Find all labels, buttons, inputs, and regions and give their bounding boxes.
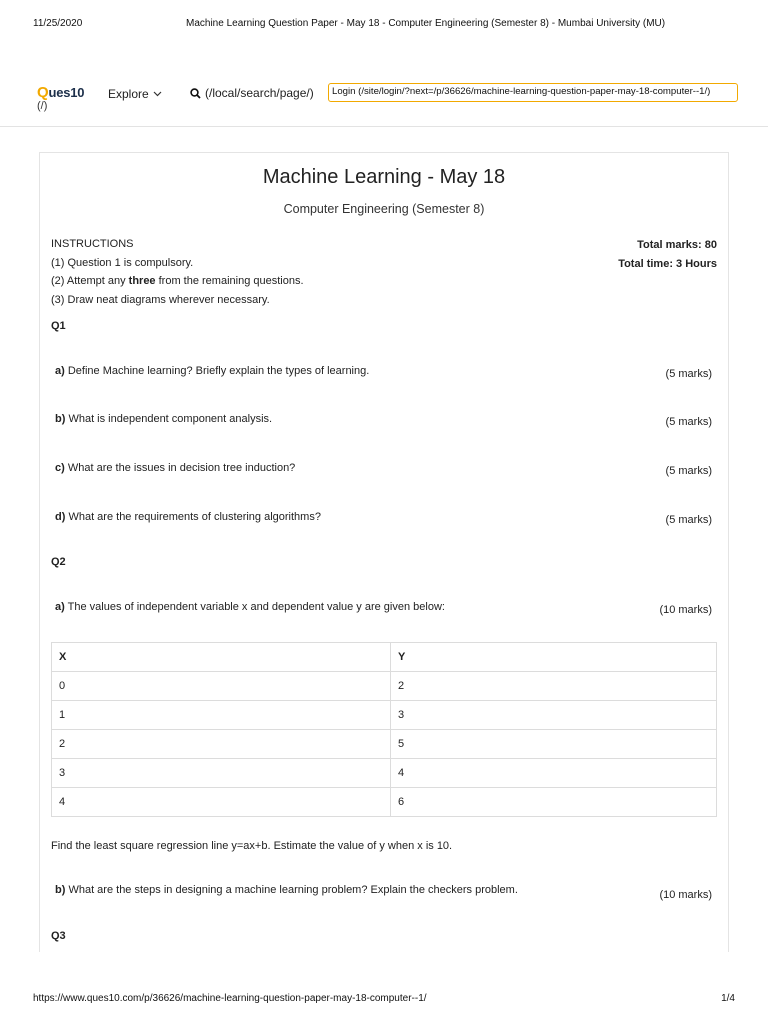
logo-link-text[interactable]: (/) [37, 100, 48, 112]
question-1b: b) What is independent component analysis. [55, 413, 273, 425]
paper-title: Machine Learning - May 18 [262, 166, 506, 188]
table-header-cell: X [52, 643, 391, 672]
table-cell: 2 [52, 730, 391, 759]
marks-1b: (5 marks) [665, 416, 712, 428]
table-row [52, 672, 717, 701]
marks-2b: (10 marks) [659, 889, 712, 901]
question-label-q3: Q3 [51, 930, 66, 942]
table-row [52, 788, 717, 817]
login-button[interactable]: Login (/site/login/?next=/p/36626/machine-learning-question-paper-may-18-computer--1/) [328, 83, 738, 102]
table-cell: 5 [391, 730, 717, 759]
instructions-heading: INSTRUCTIONS [51, 238, 134, 250]
marks-1d: (5 marks) [665, 514, 712, 526]
table-cell: 4 [52, 788, 391, 817]
marks-1c: (5 marks) [665, 465, 712, 477]
table-cell: 3 [52, 759, 391, 788]
search-link[interactable] [190, 86, 314, 100]
marks-2a: (10 marks) [659, 604, 712, 616]
table-cell: 3 [391, 701, 717, 730]
print-url: https://www.ques10.com/p/36626/machine-learning-question-paper-may-18-computer--1/ [33, 993, 427, 1004]
print-title: Machine Learning Question Paper - May 18 - Computer Engineering (Semester 8) - Mumbai University (MU) [186, 18, 666, 29]
table-cell: 1 [52, 701, 391, 730]
explore-menu[interactable] [108, 87, 162, 101]
total-time: Total time: 3 Hours [618, 258, 717, 270]
question-2b: b) What are the steps in designing a machine learning problem? Explain the checkers problem. [55, 884, 518, 896]
instruction-3: (3) Draw neat diagrams wherever necessary. [51, 294, 270, 306]
table-cell: 0 [52, 672, 391, 701]
instruction-2: (2) Attempt any three from the remaining questions. [51, 275, 304, 287]
instruction-1: (1) Question 1 is compulsory. [51, 257, 194, 269]
data-table [51, 642, 717, 817]
question-1d: d) What are the requirements of clustering algorithms? [55, 511, 321, 523]
marks-1a: (5 marks) [665, 368, 712, 380]
print-date: 11/25/2020 [33, 18, 83, 29]
question-label-q1: Q1 [51, 320, 66, 332]
site-logo[interactable]: Ques10 [37, 84, 85, 101]
chevron-down-icon [153, 91, 162, 97]
question-2a-followup: Find the least square regression line y=ax+b. Estimate the value of y when x is 10. [51, 840, 453, 852]
table-header-cell: Y [391, 643, 717, 672]
explore-label: Explore [108, 87, 149, 101]
table-header-row [52, 643, 717, 672]
table-cell: 2 [391, 672, 717, 701]
table-row [52, 730, 717, 759]
table-row [52, 701, 717, 730]
question-label-q2: Q2 [51, 556, 66, 568]
question-1c: c) What are the issues in decision tree induction? [55, 462, 296, 474]
question-2a: a) The values of independent variable x and dependent value y are given below: [55, 601, 445, 613]
total-marks: Total marks: 80 [637, 239, 717, 251]
paper-subtitle: Computer Engineering (Semester 8) [283, 202, 485, 216]
table-cell: 6 [391, 788, 717, 817]
nav-divider [0, 126, 768, 127]
search-label: (/local/search/page/) [205, 86, 314, 100]
search-icon [190, 88, 201, 99]
paper-card [39, 152, 729, 952]
print-page-number: 1/4 [721, 993, 735, 1004]
table-cell: 4 [391, 759, 717, 788]
table-row [52, 759, 717, 788]
question-1a: a) Define Machine learning? Briefly explain the types of learning. [55, 365, 370, 377]
